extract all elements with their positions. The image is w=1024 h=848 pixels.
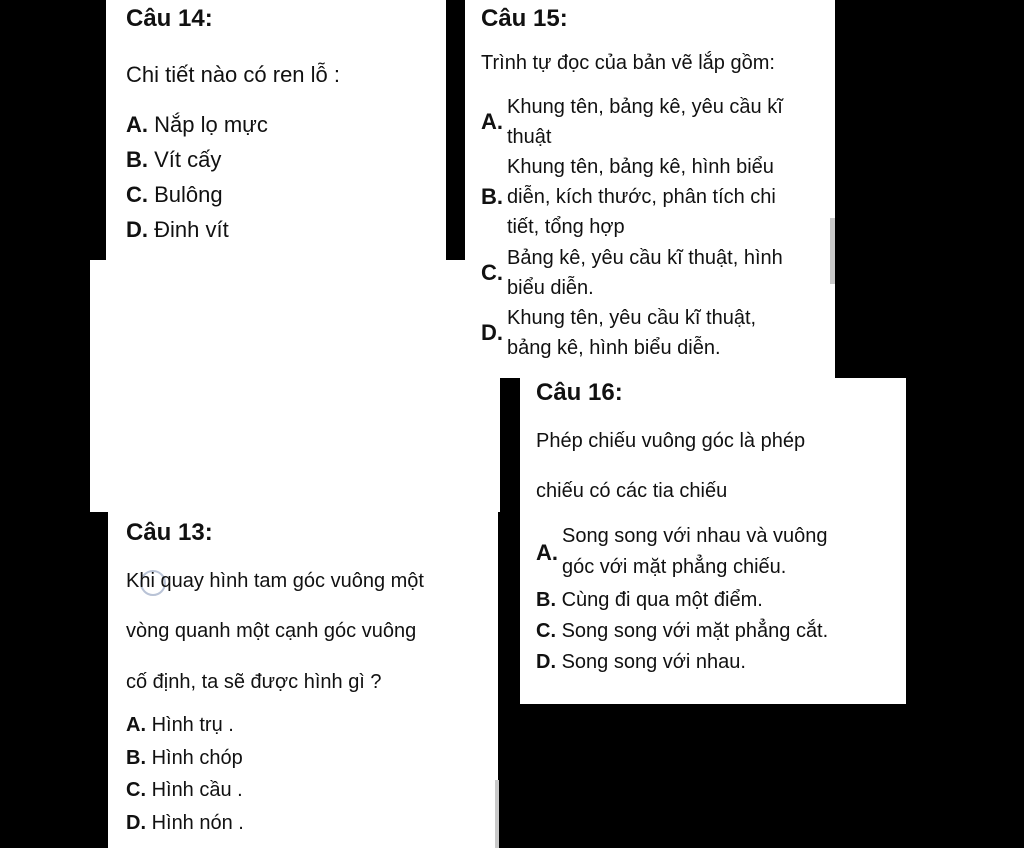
q16-option-d (536, 647, 746, 677)
option-label: A. (126, 714, 146, 736)
q14-option-d (126, 215, 229, 245)
q13-question-line3: cố định, ta sẽ được hình gì ? (126, 671, 382, 693)
q15-title: Câu 15: (481, 5, 568, 32)
q13-option-c (126, 775, 243, 805)
option-text: Hình trụ . (151, 714, 234, 736)
option-label: B. (536, 589, 556, 611)
q13-title: Câu 13: (126, 519, 213, 546)
q14-option-a (126, 110, 268, 140)
option-label: C. (126, 182, 148, 207)
scroll-edge (830, 218, 835, 284)
q13-option-b (126, 743, 243, 773)
option-text: Cùng đi qua một điểm. (561, 589, 763, 611)
q15-option-c-line1: Bảng kê, yêu cầu kĩ thuật, hình (507, 247, 783, 269)
q15-option-c-line2: biểu diễn. (507, 277, 594, 299)
q15-option-b-label: B. (481, 184, 503, 209)
q14-question: Chi tiết nào có ren lỗ : (126, 62, 341, 87)
q16-option-a-line2: góc với mặt phẳng chiếu. (562, 556, 787, 578)
option-text: Hình cầu . (151, 779, 243, 801)
q13-option-a (126, 710, 234, 740)
q16-title: Câu 16: (536, 379, 623, 406)
option-label: A. (126, 112, 148, 137)
option-text: Vít cấy (154, 147, 222, 172)
q15-option-a-line1: Khung tên, bảng kê, yêu cầu kĩ (507, 96, 783, 118)
q15-option-b-line1: Khung tên, bảng kê, hình biểu (507, 156, 774, 178)
option-text: Đinh vít (154, 217, 229, 242)
option-label: B. (126, 147, 148, 172)
option-label: D. (536, 651, 556, 673)
q13-option-d (126, 808, 244, 838)
option-label: D. (126, 812, 146, 834)
q16-option-a-line1: Song song với nhau và vuông (562, 525, 828, 547)
q16-question-line1: Phép chiếu vuông góc là phép (536, 430, 806, 452)
q16-question-line2: chiếu có các tia chiếu (536, 480, 728, 502)
q15-option-d-label: D. (481, 320, 503, 345)
q15-option-b-line3: tiết, tổng hợp (507, 216, 625, 238)
q15-question: Trình tự đọc của bản vẽ lắp gồm: (481, 52, 775, 74)
q15-option-b-line2: diễn, kích thước, phân tích chi (507, 186, 776, 208)
q16-option-b (536, 585, 763, 615)
scroll-edge-lower (495, 780, 499, 848)
q15-option-a-label: A. (481, 109, 503, 134)
option-label: B. (126, 747, 146, 769)
q16-option-a-label: A. (536, 540, 558, 565)
option-text: Song song với nhau. (561, 651, 746, 673)
option-text: Hình nón . (151, 812, 244, 834)
q14-option-c (126, 180, 223, 210)
q15-option-c-label: C. (481, 260, 503, 285)
q14-option-b (126, 145, 221, 175)
q14-title: Câu 14: (126, 5, 213, 32)
option-text: Hình chóp (151, 747, 243, 769)
option-label: C. (536, 620, 556, 642)
q15-option-a-line2: thuật (507, 126, 552, 148)
option-text: Nắp lọ mực (154, 112, 268, 137)
q13-question-line1: Khi quay hình tam góc vuông một (126, 570, 424, 592)
q13-question-line2: vòng quanh một cạnh góc vuông (126, 620, 417, 642)
option-label: C. (126, 779, 146, 801)
panel-q14-lower (90, 260, 500, 512)
option-text: Song song với mặt phẳng cắt. (561, 620, 829, 642)
q16-option-c (536, 616, 828, 646)
q15-option-d-line2: bảng kê, hình biểu diễn. (507, 337, 721, 359)
q15-option-d-line1: Khung tên, yêu cầu kĩ thuật, (507, 307, 757, 329)
option-label: D. (126, 217, 148, 242)
option-text: Bulông (154, 182, 223, 207)
